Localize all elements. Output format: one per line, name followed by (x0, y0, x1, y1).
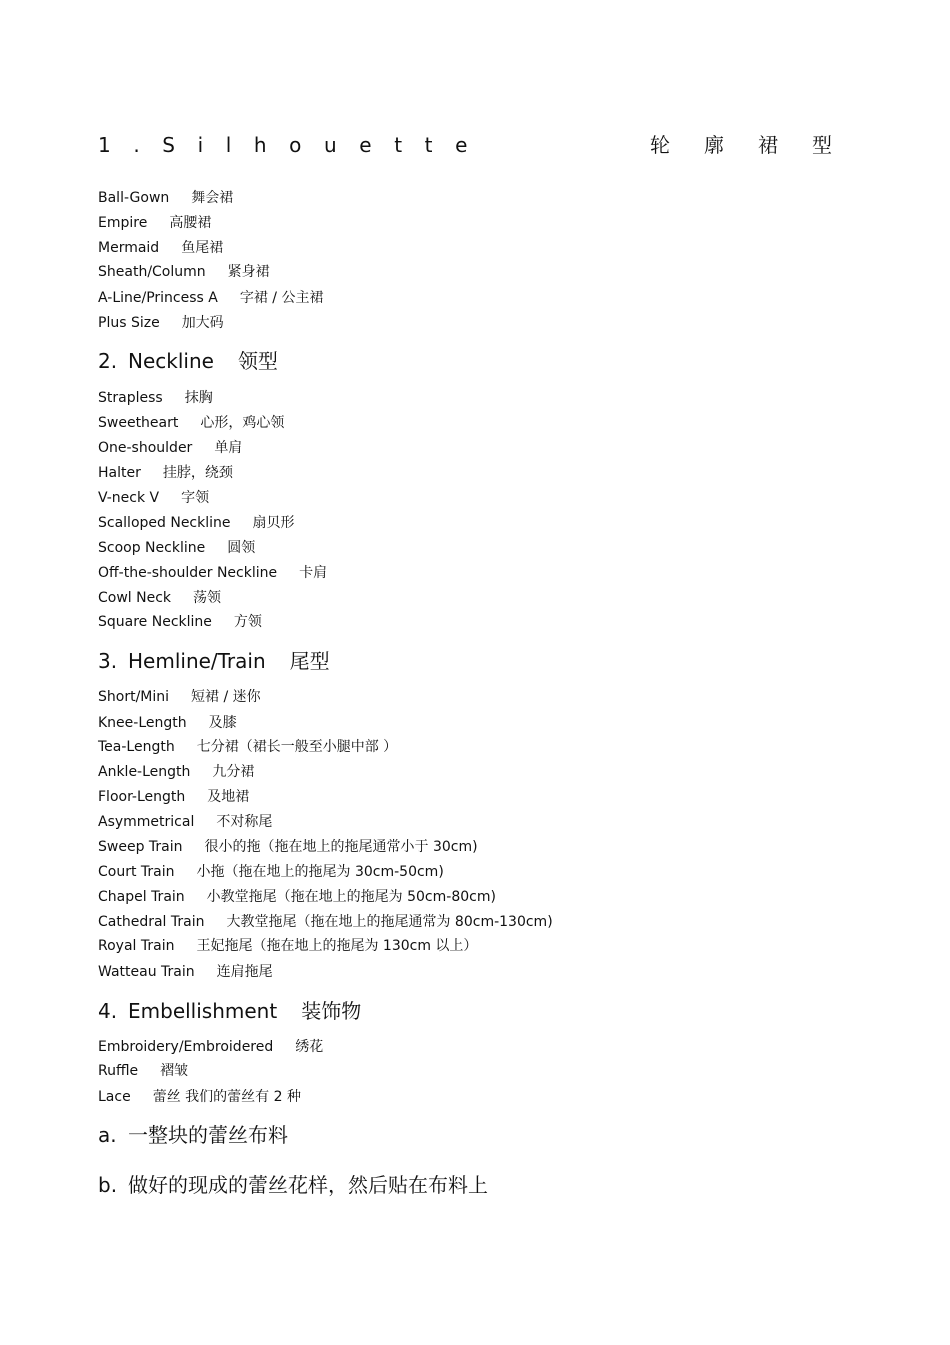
term-zh: 加大码 (181, 315, 224, 331)
term-en: Mermaid (98, 240, 160, 256)
term-zh: 绣花 (295, 1039, 324, 1055)
list-item (98, 239, 223, 257)
heading-number: 1. (98, 133, 163, 157)
term-zh: 九分裙 (212, 764, 255, 780)
term-zh: 大教堂拖尾（拖在地上的拖尾通常为 80cm-130cm) (226, 914, 553, 930)
section-heading-embellishment (98, 999, 361, 1023)
term-zh: 连肩拖尾 (216, 964, 273, 980)
lace-type-b (98, 1173, 488, 1197)
term-en: A-Line/Princess A (98, 290, 218, 306)
list-item (98, 464, 233, 482)
heading-chinese: 轮廓裙型 (650, 133, 866, 157)
list-item (98, 263, 270, 281)
list-item (98, 788, 249, 806)
lace-type-label: a. (98, 1123, 117, 1147)
heading-chinese: 领型 (237, 349, 278, 373)
list-item (98, 1062, 188, 1080)
term-zh: 蕾丝 我们的蕾丝有 2 种 (152, 1089, 301, 1105)
term-zh: 字裙 / 公主裙 (239, 290, 324, 306)
term-zh: 心形，鸡心领 (200, 415, 285, 431)
term-en: Floor-Length (98, 789, 186, 805)
heading-chinese: 装饰物 (301, 999, 362, 1023)
term-en: Watteau Train (98, 964, 195, 980)
section-heading-neckline (98, 349, 278, 373)
term-en: Off-the-shoulder Neckline (98, 565, 278, 581)
term-zh: 七分裙（裙长一般至小腿中部 ） (196, 739, 398, 755)
term-zh: 及膝 (208, 715, 237, 731)
term-zh: 圆领 (227, 540, 256, 556)
list-item (98, 289, 323, 307)
term-en: Square Neckline (98, 614, 212, 630)
heading-number: 3. (98, 649, 118, 673)
term-zh: 鱼尾裙 (181, 240, 224, 256)
term-zh: 褶皱 (160, 1063, 189, 1079)
term-zh: 挂脖，绕颈 (162, 465, 233, 481)
heading-title: Hemline/Train (128, 649, 266, 673)
list-item (98, 863, 444, 881)
term-en: Knee-Length (98, 715, 187, 731)
term-en: Scoop Neckline (98, 540, 206, 556)
term-zh: 抹胸 (184, 390, 213, 406)
term-zh: 单肩 (214, 440, 243, 456)
list-item (98, 714, 237, 732)
list-item (98, 838, 478, 856)
list-item (98, 389, 213, 407)
list-item (98, 489, 209, 507)
term-en: Cowl Neck (98, 590, 172, 606)
term-en: Tea-Length (98, 739, 175, 755)
term-en: V-neck V (98, 490, 160, 506)
list-item (98, 688, 261, 706)
term-zh: 高腰裙 (169, 215, 212, 231)
list-item (98, 439, 242, 457)
list-item (98, 514, 295, 532)
term-zh: 扇贝形 (252, 515, 295, 531)
term-en: Empire (98, 215, 148, 231)
term-en: One-shoulder (98, 440, 193, 456)
lace-type-text: 一整块的蕾丝布料 (128, 1123, 288, 1147)
list-item (98, 963, 273, 981)
list-item (98, 937, 477, 955)
term-zh: 方领 (233, 614, 262, 630)
term-en: Ball-Gown (98, 190, 170, 206)
list-item (98, 564, 327, 582)
term-en: Lace (98, 1089, 131, 1105)
lace-type-label: b. (98, 1173, 118, 1197)
list-item (98, 214, 211, 232)
term-zh: 短裙 / 迷你 (191, 689, 261, 705)
heading-title: Neckline (128, 349, 214, 373)
term-en: Strapless (98, 390, 163, 406)
term-en: Scalloped Neckline (98, 515, 231, 531)
list-item (98, 189, 233, 207)
term-en: Ankle-Length (98, 764, 191, 780)
term-zh: 不对称尾 (216, 814, 273, 830)
section-heading-silhouette (98, 133, 866, 157)
term-en: Short/Mini (98, 689, 170, 705)
term-zh: 紧身裙 (227, 264, 270, 280)
term-zh: 荡领 (193, 590, 222, 606)
list-item (98, 589, 221, 607)
list-item (98, 813, 272, 831)
term-en: Royal Train (98, 938, 175, 954)
term-en: Plus Size (98, 315, 160, 331)
term-zh: 小教堂拖尾（拖在地上的拖尾为 50cm-80cm) (206, 889, 496, 905)
list-item (98, 888, 496, 906)
heading-number: 2. (98, 349, 118, 373)
heading-number: 4. (98, 999, 118, 1023)
term-en: Court Train (98, 864, 175, 880)
list-item (98, 738, 397, 756)
list-item (98, 913, 553, 931)
term-zh: 王妃拖尾（拖在地上的拖尾为 130cm 以上） (196, 938, 478, 954)
list-item (98, 414, 284, 432)
term-en: Sweetheart (98, 415, 179, 431)
term-zh: 卡肩 (299, 565, 328, 581)
list-item (98, 314, 224, 332)
term-zh: 字领 (181, 490, 210, 506)
heading-title: Embellishment (128, 999, 278, 1023)
term-zh: 及地裙 (207, 789, 250, 805)
list-item (98, 539, 255, 557)
term-en: Halter (98, 465, 141, 481)
list-item (98, 1038, 323, 1056)
list-item (98, 763, 254, 781)
term-en: Chapel Train (98, 889, 185, 905)
lace-type-a (98, 1123, 288, 1147)
term-en: Ruffle (98, 1063, 139, 1079)
term-en: Embroidery/Embroidered (98, 1039, 274, 1055)
term-zh: 小拖（拖在地上的拖尾为 30cm-50cm) (196, 864, 444, 880)
list-item (98, 1088, 301, 1106)
list-item (98, 613, 262, 631)
term-zh: 舞会裙 (191, 190, 234, 206)
heading-chinese: 尾型 (289, 649, 330, 673)
section-heading-hemline (98, 649, 330, 673)
term-en: Cathedral Train (98, 914, 205, 930)
term-zh: 很小的拖（拖在地上的拖尾通常小于 30cm) (204, 839, 478, 855)
heading-title: Silhouette (162, 133, 490, 157)
lace-type-text: 做好的现成的蕾丝花样，然后贴在布料上 (128, 1173, 488, 1197)
term-en: Asymmetrical (98, 814, 195, 830)
term-en: Sheath/Column (98, 264, 206, 280)
term-en: Sweep Train (98, 839, 183, 855)
